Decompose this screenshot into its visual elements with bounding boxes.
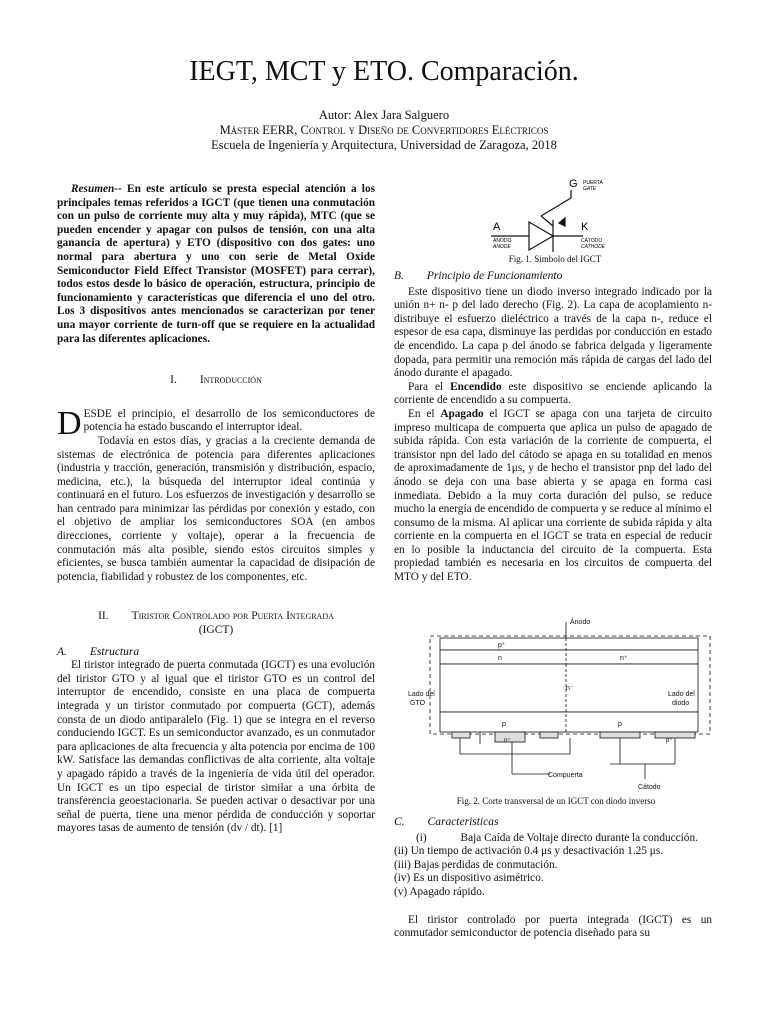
gto-side-label-1: Lado del (408, 691, 435, 698)
igct-symbol-figure (485, 176, 635, 256)
p2-pre: Para el (408, 380, 451, 393)
subsection-b-heading: B. Principio de Funcionamiento (394, 270, 563, 282)
intro-p1-text: ESDE el principio, el desarrollo de los semiconductores de potencia ha estado buscando el interruptor ideal. (83, 407, 375, 434)
subsection-b-paragraph-3 (394, 408, 712, 585)
n-layer-label: n (498, 655, 502, 662)
subsection-c-heading: C. Caracteristicas (394, 816, 499, 828)
diode-side-label-2: diodo (672, 700, 690, 707)
p3-bold-term: Apagado (440, 407, 484, 420)
p3-post: el IGCT se apaga con una tarjeta de circuito impreso multicapa de compuerta que aplica un pulso de apagado de subida rápida. Con esta variación de la corriente de compuerta, el transistor npn del lado del cátodo se apaga en su totalidad en menos de aproximadamente de 1μs, y de hecho el transistor pnp del lado del ánodo se deja con una base abierta y se apaga en forma casi inmediata. Debido a la muy corta duración del pulso, se reduce mucho la energía de encendido de compuerta y se reduce al mínimo el consumo de la misma. Al aplicar una corriente de subida rápida y alta corriente en la compuerta en el IGCT se trata en especial de reducir en lo posible la inductancia del circuito de la compuerta. Esta propiedad también es necesaria en los circuitos de compuerta del MTO y del ETO. (394, 407, 712, 584)
cathode-label-es: CÁTODO (581, 238, 603, 244)
program-line: Máster EERR, Control y Diseño de Convertidores Eléctricos (219, 123, 549, 137)
school-line: Escuela de Ingeniería y Arquitectura, Universidad de Zaragoza, 2018 (211, 138, 557, 152)
drop-cap: D (57, 404, 82, 442)
section-2-heading: II. Tiristor Controlado por Puerta Integrada (98, 610, 334, 623)
gate-letter: G (569, 178, 578, 190)
anode-label-es: ÁNODO (493, 238, 512, 244)
n-plus-top-layer-label: n⁺ (620, 655, 628, 662)
subsection-b-paragraph-1: Este dispositivo tiene un diodo inverso integrado indicado por la unión n+ n- p del lado derecho (Fig. 2). La capa de acoplamiento n- distribuye el esfuerzo dieléctrico a través de la capa n-, reduce el espesor de esa capa, disminuye las perdidas por conducción en estado de encendido. La capa p del ánodo se fabrica delgada y ligeramente dopada, para permitir una remoción más rápida de cargas del lado del ánodo durante el apagado. (394, 285, 712, 380)
abstract (57, 183, 375, 346)
gto-side-label-2: GTO (410, 700, 426, 707)
p-left-layer-label: p (502, 721, 506, 728)
anode-terminal-label: Ánodo (570, 619, 591, 626)
p3-pre: En el (408, 407, 441, 420)
right-column-bottom (394, 816, 712, 941)
diode-side-label-1: Lado del (668, 691, 695, 698)
p-plus-right-label: p⁺ (666, 738, 673, 744)
n-minus-layer-label: n⁻ (566, 685, 574, 692)
p2-post: este dispositivo se enciende aplicando la corriente de encendido a su compuerta. (394, 380, 712, 407)
list-item: (iv) Es un dispositivo asimétrico. (394, 872, 544, 885)
figure-1-caption: Fig. 1. Símbolo del IGCT (508, 254, 602, 264)
list-item: (v) Apagado rápido. (394, 885, 485, 898)
n-plus-bottom-label: n⁺ (504, 738, 511, 744)
author-line: Autor: Alex Jara Salguero (318, 108, 450, 122)
figure-2-caption: Fig. 2. Corte transversal de un IGCT con diodo inverso (456, 796, 656, 806)
intro-paragraph-1 (57, 404, 375, 442)
abstract-label: Resumen-- (71, 183, 122, 195)
gate-label-es: PUERTA (583, 180, 603, 186)
cathode-label-en: CATHODE (581, 244, 606, 250)
cathode-letter: K (581, 221, 589, 233)
p-right-layer-label: p (618, 721, 622, 728)
list-item: (ii) Un tiempo de activación 0.4 μs y desactivación 1.25 μs. (394, 845, 664, 858)
characteristics-list (394, 832, 712, 900)
igct-cross-section-figure (400, 614, 712, 794)
subsection-a-text: El tiristor integrado de puerta conmutada (IGCT) es una evolución del tiristor GTO y al igual que el tiristor GTO es un control del interruptor de encendido, consiste en una placa de compuerta integrada y un tiristor conmutado por compuerta (GCT), además consta de un diodo antiparalelo (Fig. 1) que se integra en el reverso conduciendo IGCT. Es un semiconductor avanzado, es un conmutador para aplicaciones de alta frecuencia y alta potencia por encima de 100 kW. Satisface las demandas conflictivas de alta corriente, alta voltaje y apagado rápido a través de la ingeniería de vida útil del operador. Un IGCT es un tipo especial de tiristor similar a una órbita de transferencia geoestacionaria. Se pueden activar o desactivar por una señal de puerta, tiene una menor pérdida de conducción y soportar mayores tasas de aumento de tensión (dv / dt). [1] (57, 659, 375, 835)
intro-paragraph-2: Todavía en estos días, y gracias a la creciente demanda de sistemas de electrónica de potencia para diferentes aplicaciones (industria y tracción, generación, transmisión y distribución, espacio, medicina, etc.), la búsqueda del interruptor ideal continúa y continuará en el futuro. Los esfuerzos de investigación y desarrollo se han centrado para minimizar las pérdidas por conexión y estado, con el objetivo de ampliar los semiconductores SOA (en ambos direcciones, corriente y voltaje), operar a la frecuencia de conmutación más alta posible, siendo estos circuitos simples y eficientes, se busca también aumentar la capacidad de disipación de potencia, fiabilidad y robustez de los componentes, etc. (57, 434, 375, 583)
gate-label-en: GATE (583, 186, 597, 192)
p-plus-layer-label: p⁺ (498, 642, 506, 649)
gate-terminal-label: Compuerta (548, 772, 583, 779)
anode-label-en: ANODE (493, 244, 511, 250)
abstract-text: En este artículo se presta especial atención a los principales temas referidos a IGCT (que tienen una conmutación con un pulso de corriente muy alta y muy rápida), MTC (que se pueden encender y apagar con pulsos de tensión, con una alta ganancia de apertura) y ETO (dispositivo con dos gates: uno normal para abertura y uno con serie de Metal Oxide Semiconductor Field Effect Transistor (MOSFET) para cerrar), todos estos desde lo básico de operación, estructura, principio de funcionamiento y características que diferencia el uno del otro. Los 3 dispositivos antes mencionados se caracterizan por tener una mayor corriente de turn-off que se requiere en la actualidad para las diferentes aplicaciones. (57, 183, 375, 345)
p2-bold-term: Encendido (450, 380, 502, 393)
left-column (57, 183, 375, 836)
right-column-top (394, 270, 712, 585)
section-2-heading-cont: (IGCT) (198, 624, 234, 637)
cathode-terminal-label: Cátodo (638, 784, 661, 791)
subsection-a-heading: A. Estructura (57, 645, 140, 658)
closing-paragraph: El tiristor controlado por puerta integrada (IGCT) es un conmutador semiconductor de potencia diseñado para su (394, 913, 712, 940)
section-1-heading: I. Introducción (170, 374, 262, 387)
subsection-b-paragraph-2 (394, 381, 712, 408)
anode-letter: A (493, 221, 501, 233)
list-item: (iii) Bajas perdidas de conmutación. (394, 858, 558, 871)
paper-title: IEGT, MCT y ETO. Comparación. (189, 56, 579, 87)
list-item: (i) Baja Caída de Voltaje directo durante la conducción. (416, 831, 698, 844)
